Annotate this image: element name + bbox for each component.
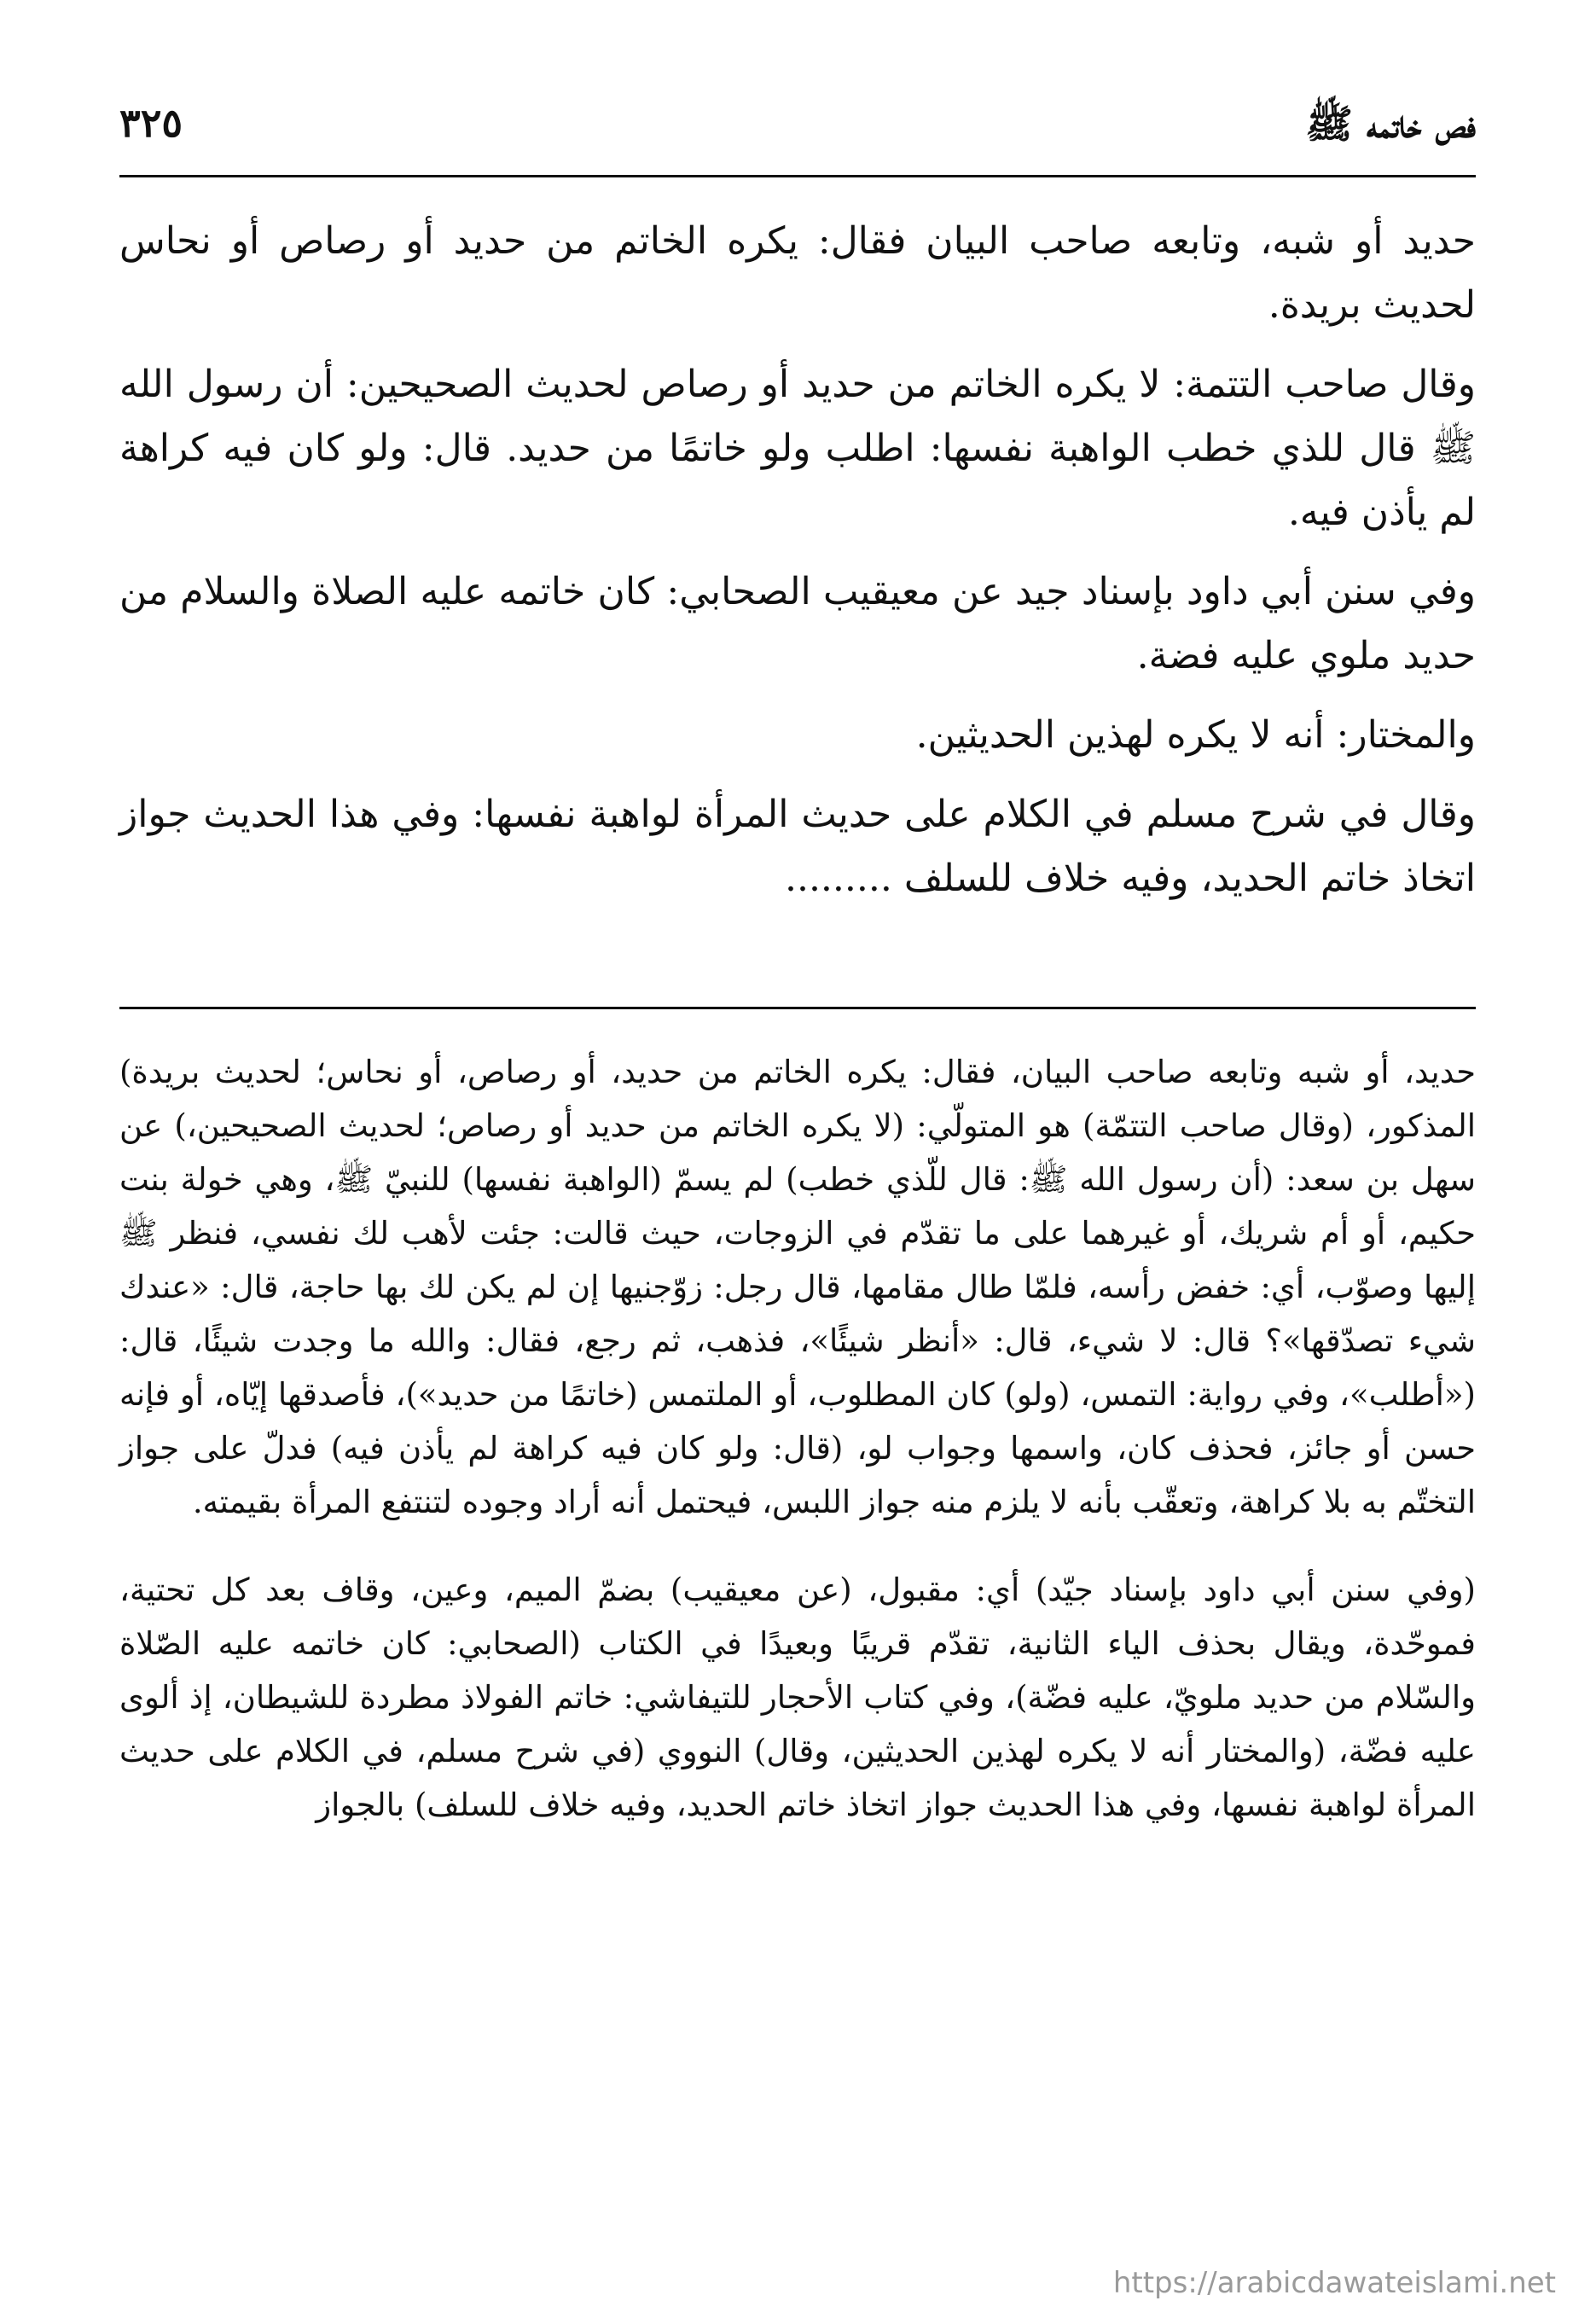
commentary-text — [119, 1045, 1476, 1866]
page-number: ٣٢٥ — [119, 100, 183, 146]
running-title: فص خاتمه ﷺ — [1305, 101, 1476, 147]
commentary-paragraph: حديد، أو شبه وتابعه صاحب البيان، فقال: يكره الخاتم من حديد، أو رصاص، أو نحاس؛ لحديث بريدة) المذكور، (وقال صاحب التتمّة) هو المتولّي: (لا يكره الخاتم من حديد أو رصاص؛ لحديث الصحيحين،) عن سهل بن سعد: (أن رسول الله ﷺ: قال للّذي خطب) لم يسمّ (الواهبة نفسها) للنبيّ ﷺ، وهي خولة بنت حكيم، أو أم شريك، أو غيرهما على ما تقدّم في الزوجات، حيث قالت: جئت لأهب لك نفسي، فنظر ﷺ إليها وصوّب، أي: خفض رأسه، فلمّا طال مقامها، قال رجل: زوّجنيها إن لم يكن لك بها حاجة، قال: «عندك شيء تصدّقها»؟ قال: لا شيء، قال: «أنظر شيئًا»، فذهب، ثم رجع، فقال: والله ما وجدت شيئًا، قال: («أطلب»، وفي رواية: التمس، (ولو) كان المطلوب، أو الملتمس (خاتمًا من حديد»)، فأصدقها إيّاه، أو فإنه حسن أو جائز، فحذف كان، واسمها وجواب لو، (قال: ولو كان فيه كراهة لم يأذن فيه) فدلّ على جواز التختّم به بلا كراهة، وتعقّب بأنه لا يلزم منه جواز اللبس، فيحتمل أنه أراد وجوده لتنتفع المرأة بقيمته. — [119, 1054, 1476, 1520]
book-page — [119, 81, 1476, 2265]
source-url: https://arabicdawateislami.net — [1112, 2266, 1556, 2300]
main-text-paragraph: وفي سنن أبي داود بإسناد جيد عن معيقيب الصحابي: كان خاتمه عليه الصلاة والسلام من حديد ملوي عليه فضة. — [119, 570, 1476, 677]
main-text — [119, 209, 1476, 926]
main-text-paragraph: حديد أو شبه، وتابعه صاحب البيان فقال: يكره الخاتم من حديد أو رصاص أو نحاس لحديث بريدة. — [119, 219, 1476, 327]
main-text-paragraph: وقال في شرح مسلم في الكلام على حديث المرأة لواهبة نفسها: وفي هذا الحديث جواز اتخاذ خاتم الحديد، وفيه خلاف للسلف ......... — [119, 793, 1476, 900]
section-divider — [119, 1007, 1476, 1009]
page-header — [119, 81, 1476, 177]
main-text-paragraph: والمختار: أنه لا يكره لهذين الحديثين. — [915, 713, 1476, 757]
commentary-paragraph: (وفي سنن أبي داود بإسناد جيّد) أي: مقبول، (عن معيقيب) بضمّ الميم، وعين، وقاف بعد كل تحتية، فموحّدة، ويقال بحذف الياء الثانية، تقدّم قريبًا وبعيدًا في الكتاب (الصحابي: كان خاتمه عليه الصّلاة والسّلام من حديد ملويّ، عليه فضّة)، وفي كتاب الأحجار للتيفاشي: خاتم الفولاذ مطردة للشيطان، إذ ألوى عليه فضّة، (والمختار أنه لا يكره لهذين الحديثين، وقال) النووي (في شرح مسلم، في الكلام على حديث المرأة لواهبة نفسها، وفي هذا الحديث جواز اتخاذ خاتم الحديد، وفيه خلاف للسلف) بالجواز — [119, 1572, 1476, 1823]
main-text-paragraph: وقال صاحب التتمة: لا يكره الخاتم من حديد أو رصاص لحديث الصحيحين: أن رسول الله ﷺ قال للذي خطب الواهبة نفسها: اطلب ولو خاتمًا من حديد. قال: ولو كان فيه كراهة لم يأذن فيه. — [119, 363, 1476, 534]
